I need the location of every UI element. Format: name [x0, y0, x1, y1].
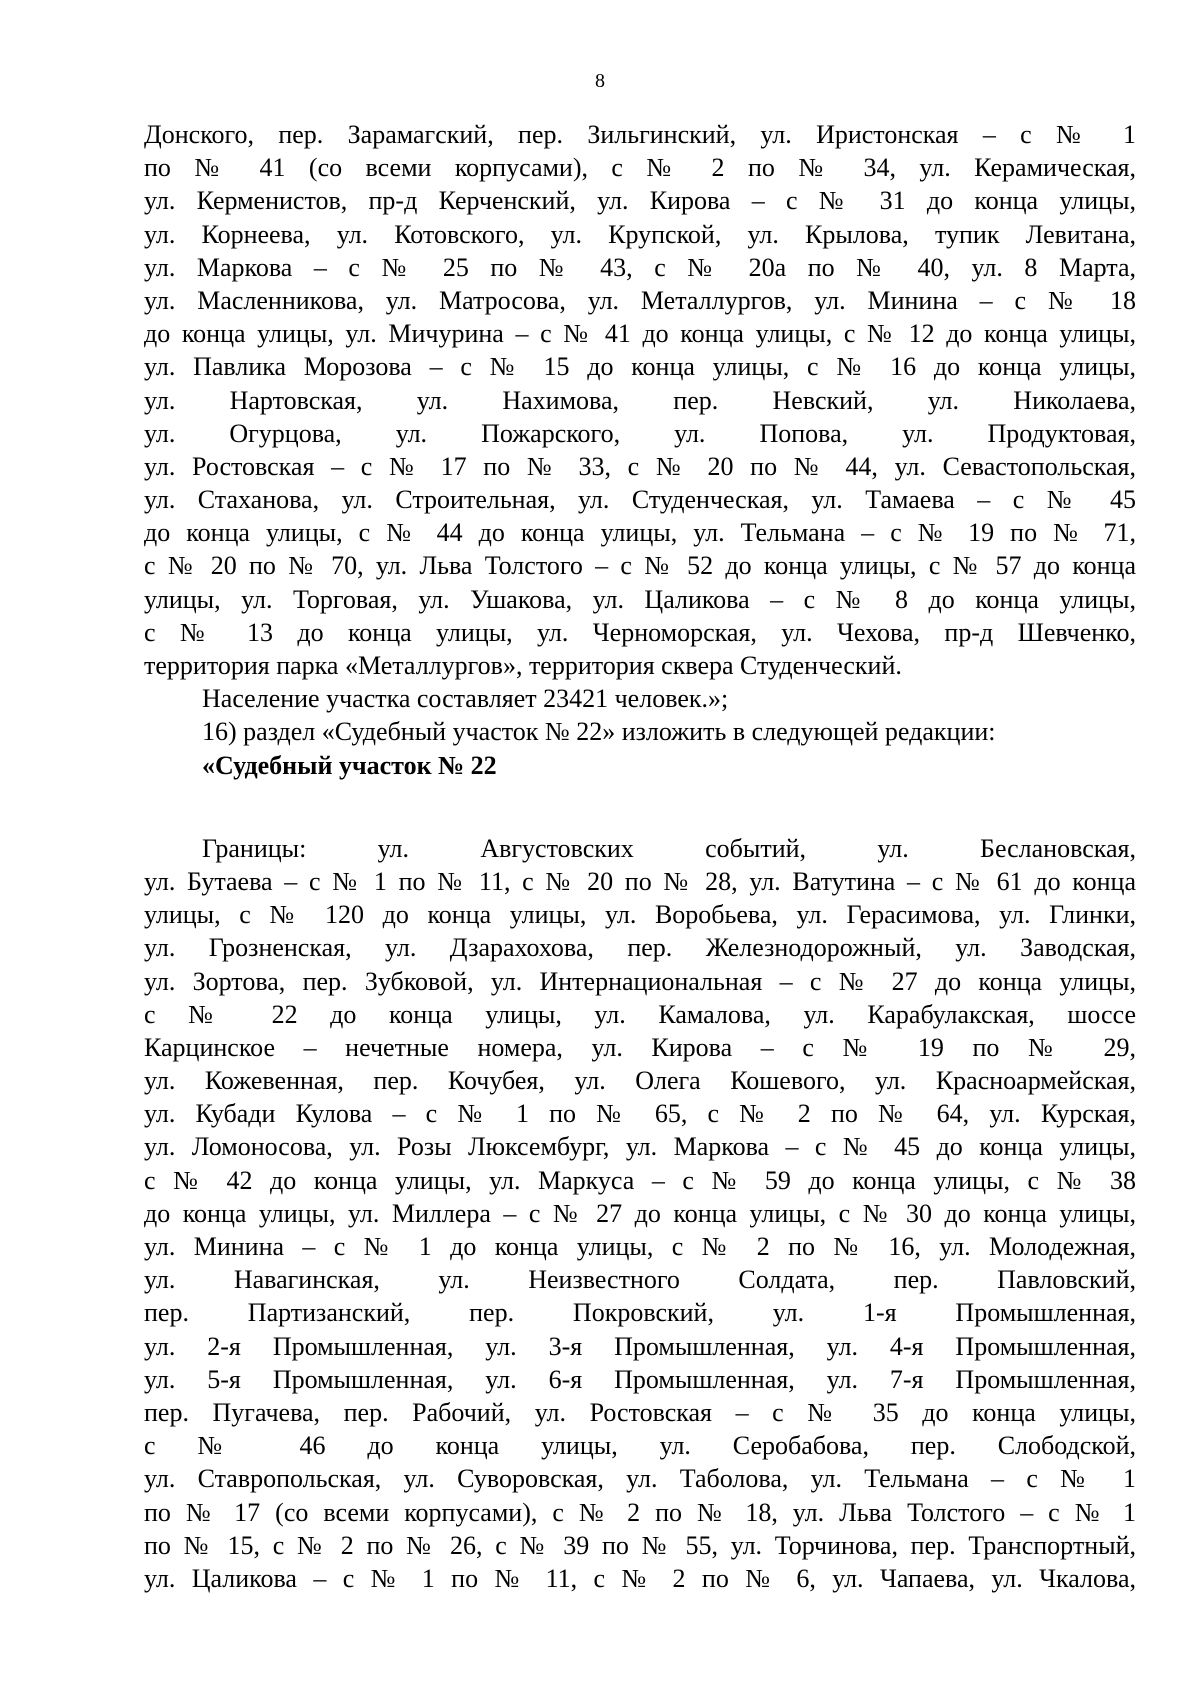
- text-line: с № 42 до конца улицы, ул. Маркуса – с № 59 до конца улицы, с № 38: [144, 1165, 1136, 1195]
- population-text: Население участка составляет 23421 человек.»;: [202, 684, 729, 714]
- text-line: с № 22 до конца улицы, ул. Камалова, ул. Карабулакская, шоссе: [144, 999, 1136, 1029]
- text-line: до конца улицы, с № 44 до конца улицы, ул. Тельмана – с № 19 по № 71,: [144, 518, 1136, 548]
- text-line: ул. Грозненская, ул. Дзарахохова, пер. Железнодорожный, ул. Заводская,: [144, 933, 1136, 963]
- text-line: ул. Ростовская – с № 17 по № 33, с № 20 по № 44, ул. Севастопольская,: [144, 451, 1136, 481]
- text-line: ул. Павлика Морозова – с № 15 до конца улицы, с № 16 до конца улицы,: [144, 352, 1136, 382]
- text-line: Карцинское – нечетные номера, ул. Кирова – с № 19 по № 29,: [144, 1032, 1136, 1062]
- text-line: ул. Кожевенная, пер. Кочубея, ул. Олега Кошевого, ул. Красноармейская,: [144, 1066, 1136, 1096]
- text-line: по № 17 (со всеми корпусами), с № 2 по № 18, ул. Льва Толстого – с № 1: [144, 1497, 1136, 1527]
- text-line: территория парка «Металлургов», территория сквера Студенческий.: [144, 651, 902, 680]
- instruction-text: 16) раздел «Судебный участок № 22» изложить в следующей редакции:: [202, 717, 996, 747]
- section-2-text: [144, 832, 1136, 1595]
- text-line: ул. 2-я Промышленная, ул. 3-я Промышленная, ул. 4-я Промышленная,: [144, 1331, 1136, 1361]
- text-line: ул. Цаликова – с № 1 по № 11, с № 2 по № 6, ул. Чапаева, ул. Чкалова,: [144, 1563, 1136, 1593]
- text-line: пер. Пугачева, пер. Рабочий, ул. Ростовская – с № 35 до конца улицы,: [144, 1397, 1136, 1427]
- spacer: [144, 782, 1136, 832]
- document-body: [144, 118, 1136, 1595]
- text-line: ул. Кубади Кулова – с № 1 по № 65, с № 2 по № 64, ул. Курская,: [144, 1099, 1136, 1129]
- page-number: 8: [595, 70, 605, 92]
- text-line: Границы: ул. Августовских событий, ул. Беслановская,: [202, 833, 1136, 863]
- text-line: с № 46 до конца улицы, ул. Серобабова, пер. Слободской,: [144, 1431, 1136, 1461]
- text-line: ул. Огурцова, ул. Пожарского, ул. Попова, ул. Продуктовая,: [144, 418, 1136, 448]
- text-line: по № 15, с № 2 по № 26, с № 39 по № 55, ул. Торчинова, пер. Транспортный,: [144, 1530, 1136, 1560]
- text-line: ул. Нартовская, ул. Нахимова, пер. Невский, ул. Николаева,: [144, 385, 1136, 415]
- text-line: ул. Минина – с № 1 до конца улицы, с № 2 по № 16, ул. Молодежная,: [144, 1232, 1136, 1261]
- text-line: ул. Бутаева – с № 1 по № 11, с № 20 по № 28, ул. Ватутина – с № 61 до конца: [144, 866, 1136, 896]
- text-line: ул. Зортова, пер. Зубковой, ул. Интернациональная – с № 27 до конца улицы,: [144, 966, 1136, 996]
- text-line: Донского, пер. Зарамагский, пер. Зильгинский, ул. Иристонская – с № 1: [144, 120, 1136, 149]
- text-line: ул. Маркова – с № 25 по № 43, с № 20а по № 40, ул. 8 Марта,: [144, 252, 1136, 282]
- text-line: ул. Масленникова, ул. Матросова, ул. Металлургов, ул. Минина – с № 18: [144, 285, 1136, 315]
- text-line: пер. Партизанский, пер. Покровский, ул. 1-я Промышленная,: [144, 1298, 1136, 1328]
- section-heading: «Судебный участок № 22: [202, 750, 497, 780]
- text-line: ул. Керменистов, пр-д Керченский, ул. Кирова – с № 31 до конца улицы,: [144, 186, 1136, 216]
- text-line: до конца улицы, ул. Мичурина – с № 41 до конца улицы, с № 12 до конца улицы,: [144, 319, 1136, 349]
- text-line: ул. Корнеева, ул. Котовского, ул. Крупской, ул. Крылова, тупик Левитана,: [144, 219, 1136, 249]
- text-line: с № 13 до конца улицы, ул. Черноморская, ул. Чехова, пр-д Шевченко,: [144, 617, 1136, 647]
- text-line: ул. Навагинская, ул. Неизвестного Солдата, пер. Павловский,: [144, 1265, 1136, 1295]
- text-line: ул. Стаханова, ул. Строительная, ул. Студенческая, ул. Тамаева – с № 45: [144, 485, 1136, 515]
- text-line: улицы, с № 120 до конца улицы, ул. Воробьева, ул. Герасимова, ул. Глинки,: [144, 900, 1136, 930]
- text-line: ул. 5-я Промышленная, ул. 6-я Промышленная, ул. 7-я Промышленная,: [144, 1364, 1136, 1394]
- text-line: с № 20 по № 70, ул. Льва Толстого – с № 52 до конца улицы, с № 57 до конца: [144, 551, 1136, 581]
- text-line: ул. Ломоносова, ул. Розы Люксембург, ул. Маркова – с № 45 до конца улицы,: [144, 1132, 1136, 1162]
- text-line: улицы, ул. Торговая, ул. Ушакова, ул. Цаликова – с № 8 до конца улицы,: [144, 584, 1136, 614]
- text-line: ул. Ставропольская, ул. Суворовская, ул. Таболова, ул. Тельмана – с № 1: [144, 1464, 1136, 1494]
- text-line: до конца улицы, ул. Миллера – с № 27 до конца улицы, с № 30 до конца улицы,: [144, 1198, 1136, 1228]
- text-line: по № 41 (со всеми корпусами), с № 2 по № 34, ул. Керамическая,: [144, 153, 1136, 183]
- section-1-text: [144, 118, 1136, 782]
